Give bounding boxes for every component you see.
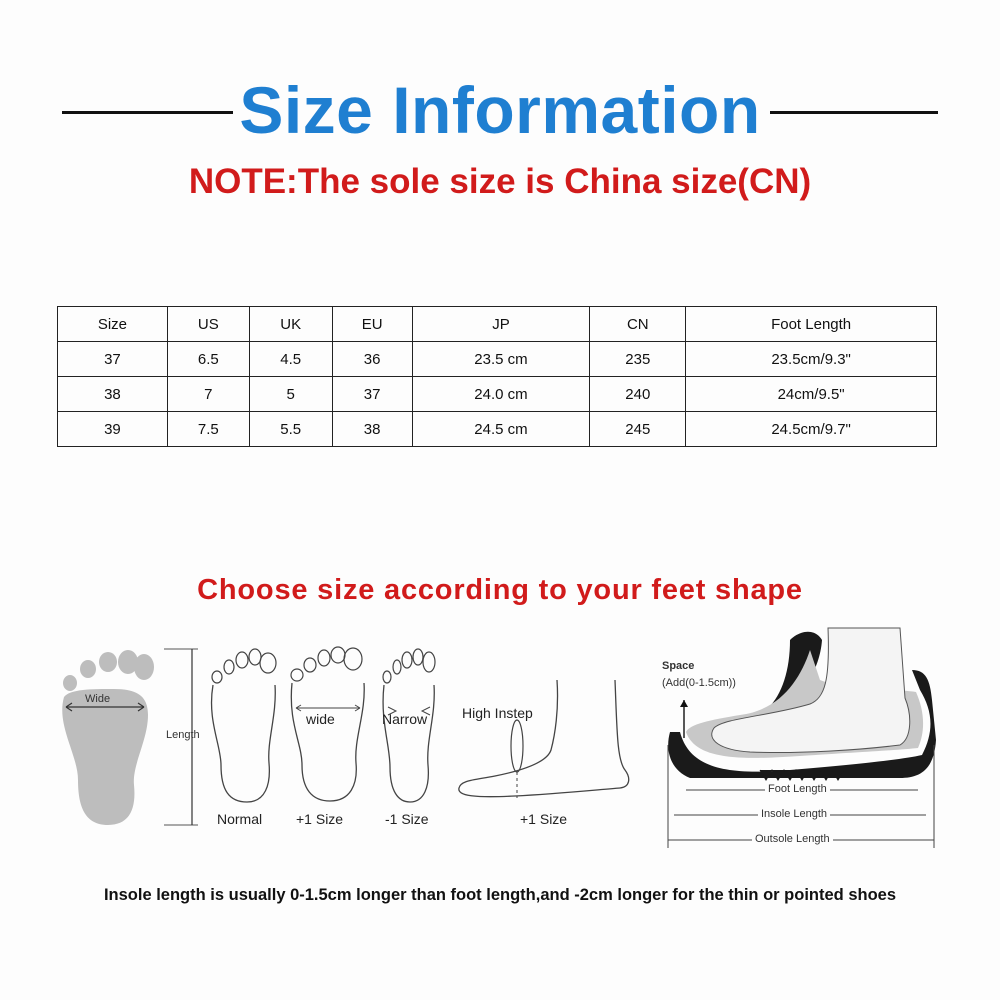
high-instep-label: High Instep [462, 705, 533, 721]
table-header-cell: Foot Length [686, 307, 937, 342]
table-cell: 23.5 cm [412, 342, 590, 377]
table-header-cell: CN [590, 307, 686, 342]
table-cell: 24.5 cm [412, 412, 590, 447]
table-cell: 7.5 [167, 412, 249, 447]
shoe-space-detail: (Add(0-1.5cm)) [662, 677, 736, 689]
table-row [58, 412, 937, 447]
table-cell: 37 [58, 342, 168, 377]
table-header-cell: EU [332, 307, 412, 342]
table-header-cell: US [167, 307, 249, 342]
shoe-outsole-length-label: Outsole Length [752, 833, 833, 845]
footprint-wide-label: Wide [85, 693, 111, 705]
page-title-text: Size Information [233, 73, 766, 147]
narrow-foot-label: Narrow [382, 711, 428, 727]
table-header-cell: Size [58, 307, 168, 342]
table-cell: 6.5 [167, 342, 249, 377]
table-cell: 38 [332, 412, 412, 447]
guide-heading: Choose size according to your feet shape [197, 574, 803, 606]
table-cell: 24.0 cm [412, 377, 590, 412]
table-cell: 4.5 [249, 342, 332, 377]
table-cell: 240 [590, 377, 686, 412]
wide-foot-label: wide [306, 711, 335, 727]
table-cell: 5.5 [249, 412, 332, 447]
normal-foot-caption: Normal [217, 811, 263, 827]
high-instep-foot-icon [455, 680, 635, 805]
high-instep-caption: +1 Size [520, 811, 568, 827]
table-row [58, 342, 937, 377]
footer-note: Insole length is usually 0-1.5cm longer than foot length,and -2cm longer for the thin or pointed shoes [103, 886, 897, 904]
table-row [58, 377, 937, 412]
table-cell: 38 [58, 377, 168, 412]
size-note: NOTE:The sole size is China size(CN) [188, 162, 812, 201]
table-header-cell: JP [412, 307, 590, 342]
footprint-length-label: Length [166, 729, 200, 741]
table-cell: 5 [249, 377, 332, 412]
table-cell: 39 [58, 412, 168, 447]
wide-foot-caption: +1 Size [296, 811, 344, 827]
narrow-foot-caption: -1 Size [385, 811, 429, 827]
table-cell: 235 [590, 342, 686, 377]
size-table [57, 306, 937, 447]
table-cell: 23.5cm/9.3" [686, 342, 937, 377]
table-header-cell: UK [249, 307, 332, 342]
shoe-insole-length-label: Insole Length [758, 808, 830, 820]
table-cell: 7 [167, 377, 249, 412]
shoe-space-label: Space [662, 660, 695, 672]
table-cell: 36 [332, 342, 412, 377]
normal-foot-icon [205, 645, 280, 805]
table-cell: 245 [590, 412, 686, 447]
page-title [0, 70, 1000, 150]
table-header-row [58, 307, 937, 342]
shoe-foot-length-label: Foot Length [765, 783, 830, 795]
table-cell: 37 [332, 377, 412, 412]
table-cell: 24.5cm/9.7" [686, 412, 937, 447]
table-cell: 24cm/9.5" [686, 377, 937, 412]
shoe-cross-section-icon [650, 620, 940, 860]
